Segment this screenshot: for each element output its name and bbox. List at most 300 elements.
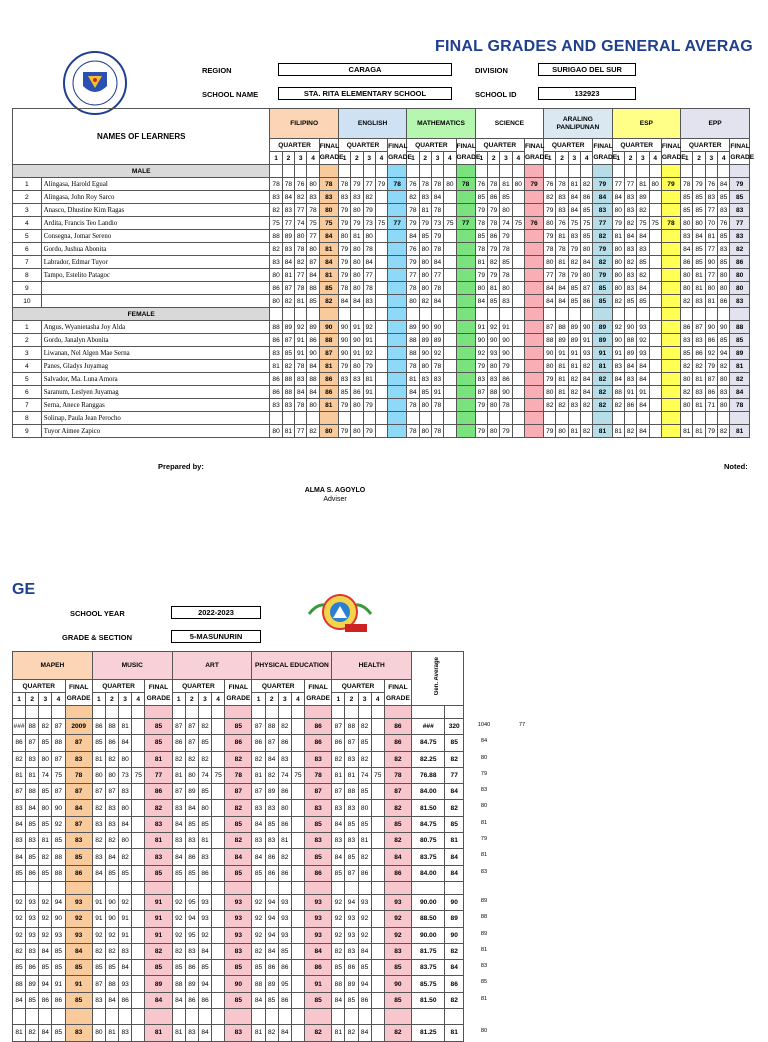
- quarter-grade-cell: [212, 816, 225, 832]
- final-grade-cell: 78: [384, 767, 411, 783]
- final-grade-cell: [456, 386, 475, 399]
- quarter-grade-cell: 84: [407, 230, 419, 243]
- final-grade-cell: [524, 412, 543, 425]
- final-grade-cell: 86: [319, 373, 338, 386]
- quarter-grade-cell: 82: [568, 256, 580, 269]
- final-grade-cell: 77: [730, 217, 750, 230]
- quarter-number: 2: [105, 693, 118, 706]
- quarter-number: 4: [512, 152, 524, 165]
- final-grade-header: FINAL GRADE: [593, 139, 612, 165]
- learner-name: Ardita, Francis Teo Landio: [41, 217, 270, 230]
- quarter-grade-cell: 78: [431, 282, 443, 295]
- quarter-grade-cell: 91: [431, 386, 443, 399]
- quarter-grade-cell: 85: [172, 960, 185, 976]
- quarter-grade-cell: 92: [475, 347, 487, 360]
- quarter-grade-cell: 83: [172, 833, 185, 849]
- quarter-grade-cell: [371, 976, 384, 992]
- quarter-grade-cell: 82: [26, 1025, 39, 1041]
- quarter-grade-cell: 85: [52, 1025, 65, 1041]
- final-grade-cell: 79: [524, 178, 543, 191]
- learner-number: 5: [13, 373, 42, 386]
- quarter-grade-cell: 84: [13, 816, 26, 832]
- quarter-grade-cell: 81: [693, 269, 705, 282]
- quarter-grade-cell: 78: [431, 360, 443, 373]
- quarter-grade-cell: 86: [119, 992, 132, 1008]
- quarter-grade-cell: 83: [624, 269, 636, 282]
- quarter-grade-cell: 91: [637, 386, 649, 399]
- quarter-grade-cell: 78: [407, 360, 419, 373]
- quarter-grade-cell: [291, 800, 304, 816]
- final-grade-cell: [388, 191, 407, 204]
- quarter-number: 2: [488, 152, 500, 165]
- general-average-exact: 83.75: [412, 960, 445, 976]
- quarter-grade-cell: 79: [431, 230, 443, 243]
- quarter-number: 1: [252, 693, 265, 706]
- quarter-grade-cell: 93: [26, 894, 39, 910]
- quarter-grade-cell: [512, 399, 524, 412]
- learner-number: 1: [13, 321, 42, 334]
- quarter-grade-cell: 89: [282, 230, 294, 243]
- quarter-grade-cell: 80: [351, 269, 363, 282]
- quarter-grade-cell: 85: [52, 943, 65, 959]
- quarter-grade-cell: 84: [581, 373, 593, 386]
- quarter-grade-cell: 91: [119, 927, 132, 943]
- general-average-rounded: 84: [445, 865, 464, 881]
- quarter-grade-cell: 85: [198, 960, 211, 976]
- final-grade-cell: [524, 230, 543, 243]
- quarter-grade-cell: 80: [705, 282, 717, 295]
- quarter-grade-cell: 79: [338, 360, 350, 373]
- final-grade-cell: 86: [304, 719, 331, 735]
- quarter-grade-cell: 87: [705, 373, 717, 386]
- quarter-grade-cell: 85: [198, 816, 211, 832]
- quarter-grade-cell: 92: [252, 927, 265, 943]
- quarter-grade-cell: 84: [332, 849, 345, 865]
- quarter-grade-cell: 91: [295, 334, 307, 347]
- quarter-grade-cell: [612, 412, 624, 425]
- quarter-grade-cell: 75: [291, 767, 304, 783]
- quarter-grade-cell: 83: [92, 816, 105, 832]
- final-grade-cell: 82: [384, 1025, 411, 1041]
- quarter-grade-cell: 79: [419, 217, 431, 230]
- quarter-grade-cell: 80: [500, 282, 512, 295]
- quarter-grade-cell: 76: [407, 178, 419, 191]
- general-average-rounded: 85: [445, 735, 464, 751]
- quarter-grade-cell: 86: [351, 386, 363, 399]
- continuation-heading: GE: [12, 581, 36, 598]
- general-average-rounded: 82: [445, 751, 464, 767]
- quarter-grade-cell: 80: [556, 425, 568, 438]
- quarter-grade-cell: 82: [282, 295, 294, 308]
- quarter-grade-cell: 84: [332, 816, 345, 832]
- final-grade-cell: [388, 373, 407, 386]
- final-grade-cell: 84: [593, 191, 612, 204]
- quarter-grade-cell: 78: [556, 178, 568, 191]
- quarter-grade-cell: 84: [105, 849, 118, 865]
- final-grade-cell: 87: [304, 784, 331, 800]
- quarter-grade-cell: 91: [295, 347, 307, 360]
- quarter-grade-cell: 82: [581, 178, 593, 191]
- quarter-grade-cell: [375, 412, 387, 425]
- quarter-grade-cell: [375, 334, 387, 347]
- quarter-grade-cell: [407, 412, 419, 425]
- quarter-grade-cell: [291, 894, 304, 910]
- quarter-grade-cell: [291, 833, 304, 849]
- quarter-grade-cell: 81: [693, 425, 705, 438]
- final-grade-cell: 85: [730, 334, 750, 347]
- quarter-grade-cell: 85: [345, 816, 358, 832]
- quarter-grade-cell: 82: [581, 360, 593, 373]
- final-grade-cell: 84: [304, 943, 331, 959]
- quarter-grade-cell: 86: [26, 865, 39, 881]
- quarter-number: 4: [132, 693, 145, 706]
- quarter-grade-cell: 92: [252, 911, 265, 927]
- quarter-grade-cell: 84: [431, 191, 443, 204]
- final-grade-cell: 80: [319, 204, 338, 217]
- quarter-grade-cell: 79: [407, 217, 419, 230]
- quarter-grade-cell: 80: [39, 800, 52, 816]
- quarter-grade-cell: 83: [351, 191, 363, 204]
- quarter-grade-cell: 82: [105, 751, 118, 767]
- quarter-grade-cell: 85: [119, 865, 132, 881]
- quarter-grade-cell: 87: [92, 976, 105, 992]
- final-grade-cell: 89: [730, 347, 750, 360]
- quarter-grade-cell: [291, 960, 304, 976]
- learner-number: 7: [13, 399, 42, 412]
- final-grade-cell: 85: [65, 960, 92, 976]
- final-grade-cell: 82: [593, 399, 612, 412]
- final-grade-cell: 80: [730, 269, 750, 282]
- quarter-grade-cell: 92: [39, 894, 52, 910]
- quarter-grade-cell: [512, 334, 524, 347]
- quarter-grade-cell: 78: [295, 360, 307, 373]
- quarter-grade-cell: 92: [39, 911, 52, 927]
- final-grade-cell: 86: [319, 386, 338, 399]
- quarter-grade-cell: 85: [26, 849, 39, 865]
- final-grade-cell: 87: [384, 784, 411, 800]
- quarter-grade-cell: [371, 751, 384, 767]
- quarter-grade-cell: 88: [13, 976, 26, 992]
- quarter-grade-cell: 75: [307, 217, 319, 230]
- learner-name: Anasco, Dhustine Kim Ragas: [41, 204, 270, 217]
- quarter-grade-cell: 84: [26, 800, 39, 816]
- school-year-label: SCHOOL YEAR: [70, 609, 125, 618]
- quarter-grade-cell: 85: [681, 347, 693, 360]
- quarter-grade-cell: 73: [431, 217, 443, 230]
- quarter-grade-cell: [291, 943, 304, 959]
- final-grade-cell: [456, 295, 475, 308]
- quarter-grade-cell: [371, 719, 384, 735]
- quarter-grade-cell: [431, 412, 443, 425]
- quarter-grade-cell: 88: [612, 386, 624, 399]
- final-grade-cell: 82: [593, 373, 612, 386]
- quarter-grade-cell: 84: [13, 849, 26, 865]
- subject-header: MATHEMATICS: [407, 109, 475, 139]
- quarter-grade-cell: 88: [544, 334, 556, 347]
- quarter-number: 3: [363, 152, 375, 165]
- quarter-grade-cell: 82: [332, 751, 345, 767]
- quarter-grade-cell: [132, 849, 145, 865]
- quarter-grade-cell: 80: [419, 269, 431, 282]
- quarter-grade-cell: [212, 833, 225, 849]
- quarter-grade-cell: 83: [718, 204, 730, 217]
- quarter-grade-cell: 84: [119, 816, 132, 832]
- quarter-grade-cell: 78: [407, 204, 419, 217]
- quarter-grade-cell: 85: [693, 204, 705, 217]
- quarter-grade-cell: 80: [612, 243, 624, 256]
- quarter-grade-cell: 84: [119, 735, 132, 751]
- quarter-grade-cell: 90: [718, 321, 730, 334]
- general-average-exact: 84.00: [412, 865, 445, 881]
- quarter-grade-cell: 83: [693, 334, 705, 347]
- learner-number: 9: [13, 425, 42, 438]
- quarter-grade-cell: 86: [358, 992, 371, 1008]
- quarter-grade-cell: [444, 204, 456, 217]
- quarter-grade-cell: [444, 334, 456, 347]
- quarter-grade-cell: 80: [444, 178, 456, 191]
- quarter-number: 4: [581, 152, 593, 165]
- quarter-grade-cell: [132, 816, 145, 832]
- quarter-grade-cell: 91: [363, 334, 375, 347]
- quarter-grade-cell: 93: [26, 911, 39, 927]
- final-grade-cell: [388, 386, 407, 399]
- quarter-grade-cell: 87: [475, 386, 487, 399]
- quarter-grade-cell: 83: [705, 191, 717, 204]
- final-grade-cell: [456, 282, 475, 295]
- quarter-grade-cell: 80: [295, 230, 307, 243]
- quarter-grade-cell: 84: [282, 191, 294, 204]
- quarter-grade-cell: 81: [172, 767, 185, 783]
- quarter-grade-cell: [375, 269, 387, 282]
- quarter-grade-cell: 85: [358, 960, 371, 976]
- quarter-grade-cell: 88: [332, 976, 345, 992]
- quarter-grade-cell: 86: [270, 386, 282, 399]
- learner-name: Consegna, Jomar Sereno: [41, 230, 270, 243]
- quarter-grade-cell: [512, 425, 524, 438]
- final-grade-cell: 93: [65, 894, 92, 910]
- quarter-grade-cell: 86: [307, 334, 319, 347]
- final-grade-cell: [524, 295, 543, 308]
- quarter-grade-cell: 80: [681, 282, 693, 295]
- quarter-grade-cell: 84: [307, 386, 319, 399]
- quarter-grade-cell: 75: [52, 767, 65, 783]
- learners-grades-table: [12, 108, 755, 438]
- quarter-grade-cell: 88: [282, 386, 294, 399]
- quarter-grade-cell: 79: [351, 217, 363, 230]
- quarter-grade-cell: [212, 849, 225, 865]
- quarter-grade-cell: 92: [363, 321, 375, 334]
- quarter-grade-cell: 83: [252, 833, 265, 849]
- quarter-grade-cell: 79: [407, 256, 419, 269]
- quarter-grade-cell: [132, 833, 145, 849]
- quarter-grade-cell: 92: [612, 321, 624, 334]
- quarter-grade-cell: 82: [568, 373, 580, 386]
- quarter-grade-cell: 78: [556, 243, 568, 256]
- quarter-grade-cell: 85: [345, 992, 358, 1008]
- quarter-grade-cell: 80: [307, 178, 319, 191]
- quarter-grade-cell: 83: [119, 943, 132, 959]
- quarter-grade-cell: 80: [500, 204, 512, 217]
- quarter-grade-cell: 80: [544, 386, 556, 399]
- quarter-grade-cell: 78: [431, 204, 443, 217]
- adviser-name: ALMA S. AGOYLO: [304, 487, 366, 494]
- learner-number: 9: [13, 282, 42, 295]
- quarter-grade-cell: 79: [475, 204, 487, 217]
- quarter-grade-cell: [212, 992, 225, 1008]
- final-grade-cell: 83: [304, 800, 331, 816]
- quarter-number: 2: [185, 693, 198, 706]
- quarter-grade-cell: 74: [39, 767, 52, 783]
- quarter-grade-cell: 80: [488, 425, 500, 438]
- quarter-grade-cell: 82: [278, 849, 291, 865]
- quarter-grade-cell: [371, 1025, 384, 1041]
- quarter-grade-cell: [212, 865, 225, 881]
- quarter-grade-cell: 86: [693, 347, 705, 360]
- final-grade-cell: [661, 243, 680, 256]
- final-grade-cell: 82: [593, 256, 612, 269]
- quarter-grade-cell: 84: [198, 1025, 211, 1041]
- quarter-grade-cell: [705, 412, 717, 425]
- final-grade-cell: 83: [730, 295, 750, 308]
- final-grade-cell: 85: [225, 960, 252, 976]
- final-grade-cell: 89: [593, 334, 612, 347]
- quarter-grade-cell: 90: [52, 800, 65, 816]
- names-of-learners-header: NAMES OF LEARNERS: [13, 109, 270, 165]
- quarter-grade-cell: 77: [363, 269, 375, 282]
- quarter-grade-cell: 80: [419, 425, 431, 438]
- quarter-grade-cell: 83: [637, 243, 649, 256]
- final-grade-header: FINAL GRADE: [304, 680, 331, 706]
- quarter-grade-cell: 92: [705, 347, 717, 360]
- quarter-grade-cell: 81: [568, 360, 580, 373]
- quarter-grade-cell: 90: [338, 321, 350, 334]
- final-grade-cell: 82: [319, 295, 338, 308]
- side-value: 81: [480, 996, 488, 1002]
- final-grade-cell: 79: [661, 178, 680, 191]
- quarter-grade-cell: [371, 865, 384, 881]
- quarter-grade-cell: 87: [693, 321, 705, 334]
- learner-number: 3: [13, 204, 42, 217]
- general-average-rounded: [445, 1009, 464, 1025]
- quarter-grade-cell: 84: [278, 1025, 291, 1041]
- school-logo: [305, 588, 375, 636]
- quarter-grade-cell: 86: [278, 784, 291, 800]
- quarter-grade-cell: 88: [407, 347, 419, 360]
- final-grade-cell: 85: [384, 960, 411, 976]
- side-value: 80: [480, 755, 488, 761]
- quarter-grade-cell: 88: [105, 719, 118, 735]
- final-grade-cell: [388, 399, 407, 412]
- quarter-grade-cell: 83: [185, 833, 198, 849]
- quarter-grade-cell: 87: [544, 321, 556, 334]
- quarter-header: QUARTER: [338, 139, 387, 152]
- quarter-grade-cell: 82: [39, 849, 52, 865]
- quarter-grade-cell: 83: [172, 800, 185, 816]
- learner-number: 8: [13, 412, 42, 425]
- quarter-grade-cell: 91: [351, 347, 363, 360]
- final-grade-cell: 83: [225, 1025, 252, 1041]
- quarter-grade-cell: 85: [198, 735, 211, 751]
- quarter-number: 2: [556, 152, 568, 165]
- final-grade-cell: [388, 295, 407, 308]
- quarter-grade-cell: 79: [488, 269, 500, 282]
- general-average-header: [412, 652, 464, 706]
- quarter-grade-cell: 85: [185, 816, 198, 832]
- grade-section-label: GRADE & SECTION: [62, 633, 133, 642]
- quarter-grade-cell: 83: [624, 191, 636, 204]
- quarter-grade-cell: 84: [612, 373, 624, 386]
- learner-name: Liwanan, Nel Algen Mae Serna: [41, 347, 270, 360]
- school-year-field: 2022-2023: [171, 606, 261, 619]
- quarter-grade-cell: [500, 412, 512, 425]
- final-grade-header: FINAL GRADE: [730, 139, 750, 165]
- quarter-grade-cell: 86: [185, 849, 198, 865]
- quarter-grade-cell: 95: [278, 976, 291, 992]
- side-value: 1040: [477, 722, 491, 728]
- quarter-grade-cell: 88: [26, 784, 39, 800]
- quarter-grade-cell: 91: [581, 334, 593, 347]
- quarter-grade-cell: [291, 735, 304, 751]
- general-average-rounded: 84: [445, 960, 464, 976]
- final-grade-cell: 75: [319, 217, 338, 230]
- learner-name: Salvador, Ma. Luna Amora: [41, 373, 270, 386]
- final-grade-header: FINAL GRADE: [524, 139, 543, 165]
- quarter-grade-cell: [212, 1025, 225, 1041]
- quarter-grade-cell: [649, 230, 661, 243]
- quarter-grade-cell: [291, 816, 304, 832]
- final-grade-header: FINAL GRADE: [65, 680, 92, 706]
- quarter-grade-cell: 89: [345, 976, 358, 992]
- quarter-grade-cell: 88: [26, 719, 39, 735]
- quarter-grade-cell: 83: [198, 849, 211, 865]
- quarter-grade-cell: 92: [39, 927, 52, 943]
- quarter-grade-cell: 84: [92, 865, 105, 881]
- quarter-grade-cell: 92: [332, 927, 345, 943]
- quarter-grade-cell: 82: [265, 767, 278, 783]
- quarter-grade-cell: 78: [295, 282, 307, 295]
- final-grade-cell: 84: [730, 386, 750, 399]
- quarter-grade-cell: 79: [338, 243, 350, 256]
- quarter-grade-cell: 82: [624, 425, 636, 438]
- final-grade-cell: 92: [65, 911, 92, 927]
- quarter-grade-cell: 79: [705, 425, 717, 438]
- quarter-grade-cell: 87: [265, 735, 278, 751]
- quarter-grade-cell: 83: [13, 833, 26, 849]
- quarter-grade-cell: 93: [198, 911, 211, 927]
- quarter-grade-cell: [649, 243, 661, 256]
- quarter-grade-cell: [581, 412, 593, 425]
- quarter-grade-cell: 91: [351, 321, 363, 334]
- final-grade-cell: 81: [319, 269, 338, 282]
- final-grade-cell: 93: [304, 894, 331, 910]
- quarter-grade-cell: 90: [419, 321, 431, 334]
- quarter-grade-cell: 86: [265, 865, 278, 881]
- quarter-number: 3: [705, 152, 717, 165]
- quarter-grade-cell: 87: [252, 784, 265, 800]
- quarter-number: 2: [351, 152, 363, 165]
- quarter-grade-cell: 86: [488, 230, 500, 243]
- quarter-grade-cell: [444, 321, 456, 334]
- final-grade-cell: 85: [145, 735, 172, 751]
- final-grade-cell: 83: [225, 943, 252, 959]
- quarter-grade-cell: 86: [278, 960, 291, 976]
- quarter-grade-cell: 81: [119, 719, 132, 735]
- learner-name: Angus, Wyanietasha Joy Alda: [41, 321, 270, 334]
- quarter-grade-cell: 89: [624, 347, 636, 360]
- quarter-number: 3: [637, 152, 649, 165]
- quarter-grade-cell: 79: [338, 204, 350, 217]
- quarter-grade-cell: 85: [488, 295, 500, 308]
